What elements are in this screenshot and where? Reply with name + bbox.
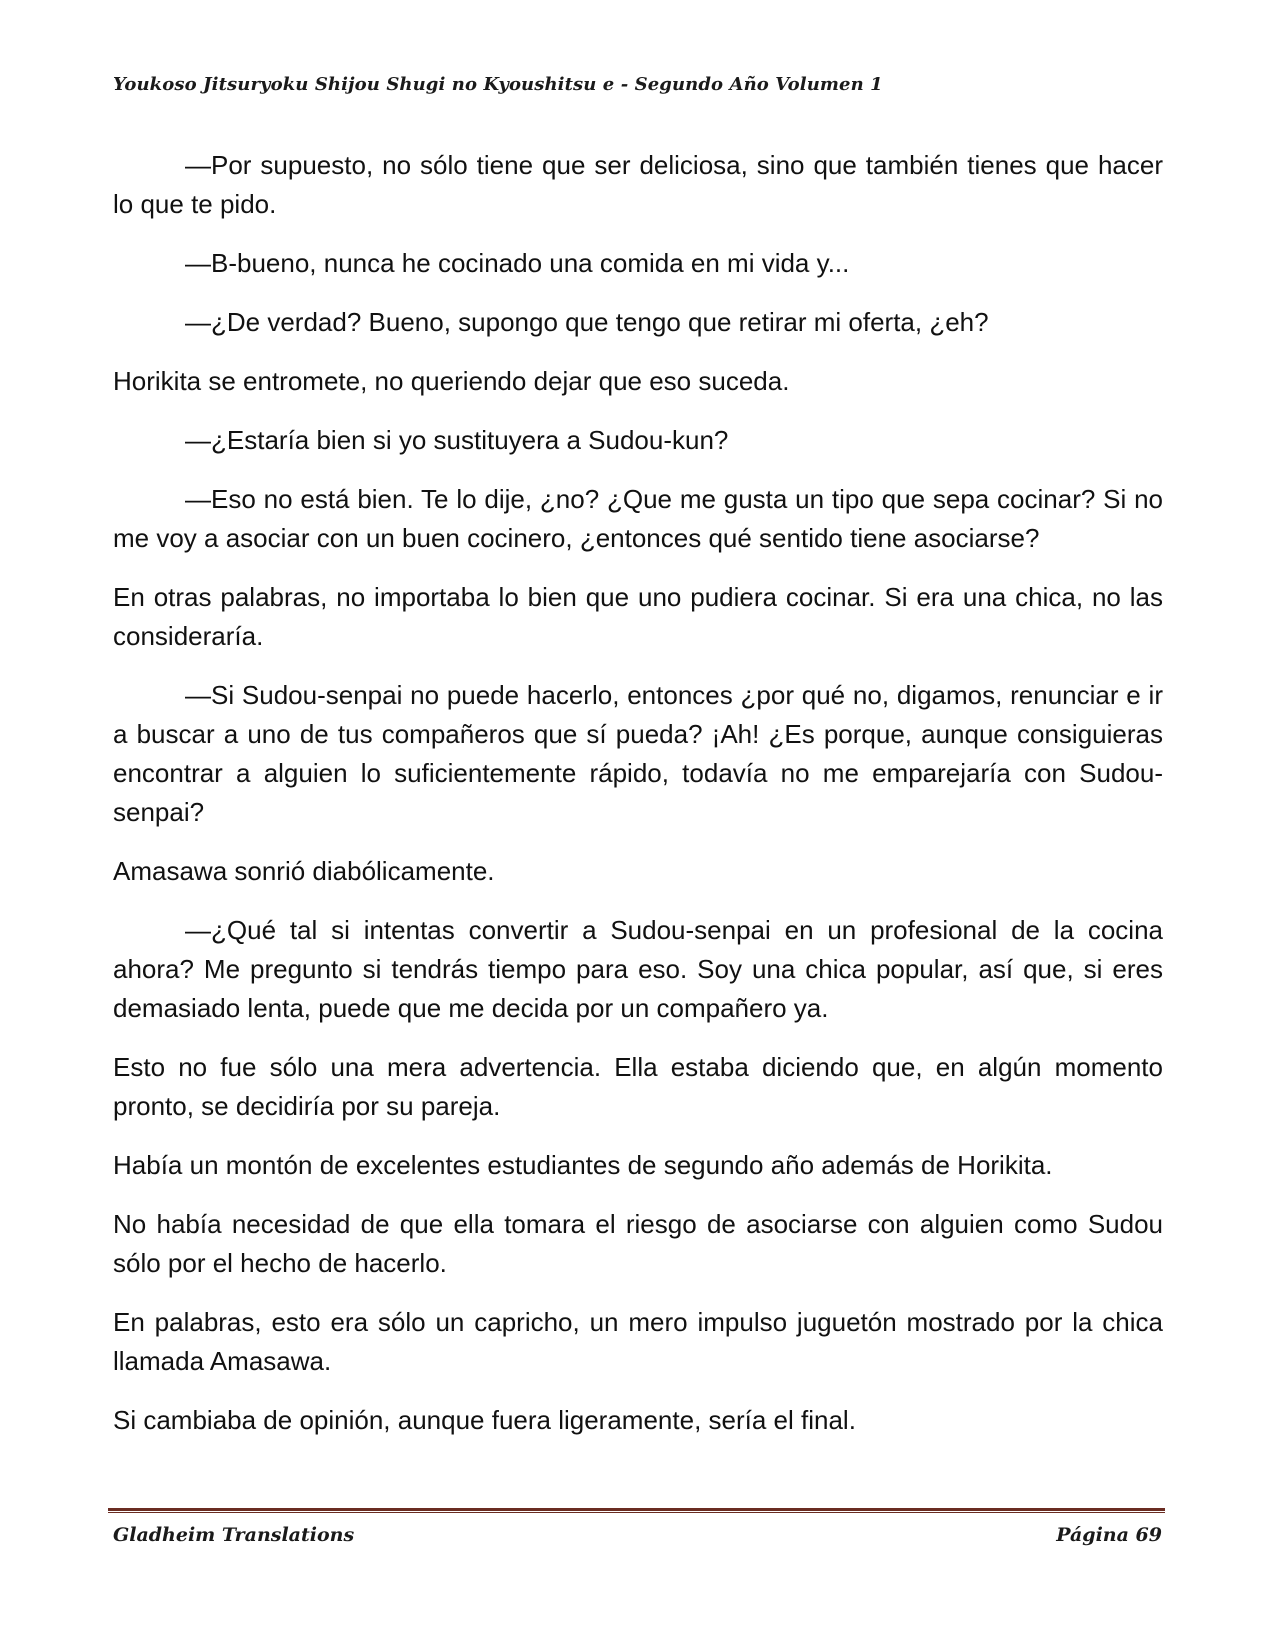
running-header-title: Youkoso Jitsuryoku Shijou Shugi no Kyoushitsu e - Segundo Año Volumen 1 (113, 74, 883, 95)
paragraph-narration: Había un montón de excelentes estudiantes de segundo año además de Horikita. (113, 1150, 1053, 1180)
paragraph-dialogue: —Por supuesto, no sólo tiene que ser deliciosa, sino que también tienes que hacer lo que te pido. (113, 150, 1163, 219)
paragraph-narration: No había necesidad de que ella tomara el riesgo de asociarse con alguien como Sudou sólo por el hecho de hacerlo. (113, 1209, 1163, 1278)
paragraph-dialogue: —B-bueno, nunca he cocinado una comida en mi vida y... (185, 248, 850, 278)
footer-divider (108, 1508, 1165, 1513)
paragraph-dialogue: —¿Estaría bien si yo sustituyera a Sudou-kun? (185, 425, 729, 455)
paragraph-narration: Amasawa sonrió diabólicamente. (113, 856, 495, 886)
paragraph-dialogue: —Eso no está bien. Te lo dije, ¿no? ¿Que me gusta un tipo que sepa cocinar? Si no me voy a asociar con un buen cocinero, ¿entonces qué sentido tiene asociarse? (113, 484, 1163, 553)
paragraph-narration: Si cambiaba de opinión, aunque fuera ligeramente, sería el final. (113, 1405, 856, 1435)
paragraph-dialogue: —¿De verdad? Bueno, supongo que tengo que retirar mi oferta, ¿eh? (185, 307, 989, 337)
paragraph-dialogue: —Si Sudou-senpai no puede hacerlo, entonces ¿por qué no, digamos, renunciar e ir a buscar a uno de tus compañeros que sí pueda? ¡Ah! ¿Es porque, aunque consiguieras encontrar a alguien lo suficientemente rápido, todavía no me emparejaría con Sudou-senpai? (113, 680, 1163, 827)
body-text (113, 146, 1163, 1460)
paragraph-narration: Horikita se entromete, no queriendo dejar que eso suceda. (113, 366, 790, 396)
page-number: Página 69 (1056, 1524, 1162, 1546)
paragraph-narration: Esto no fue sólo una mera advertencia. Ella estaba diciendo que, en algún momento pronto, se decidiría por su pareja. (113, 1052, 1163, 1121)
paragraph-narration: En otras palabras, no importaba lo bien que uno pudiera cocinar. Si era una chica, no las consideraría. (113, 582, 1163, 651)
paragraph-dialogue: —¿Qué tal si intentas convertir a Sudou-senpai en un profesional de la cocina ahora? Me pregunto si tendrás tiempo para eso. Soy una chica popular, así que, si eres demasiado lenta, puede que me decida por un compañero ya. (113, 915, 1163, 1023)
paragraph-narration: En palabras, esto era sólo un capricho, un mero impulso juguetón mostrado por la chica llamada Amasawa. (113, 1307, 1163, 1376)
footer-publisher: Gladheim Translations (113, 1524, 355, 1546)
